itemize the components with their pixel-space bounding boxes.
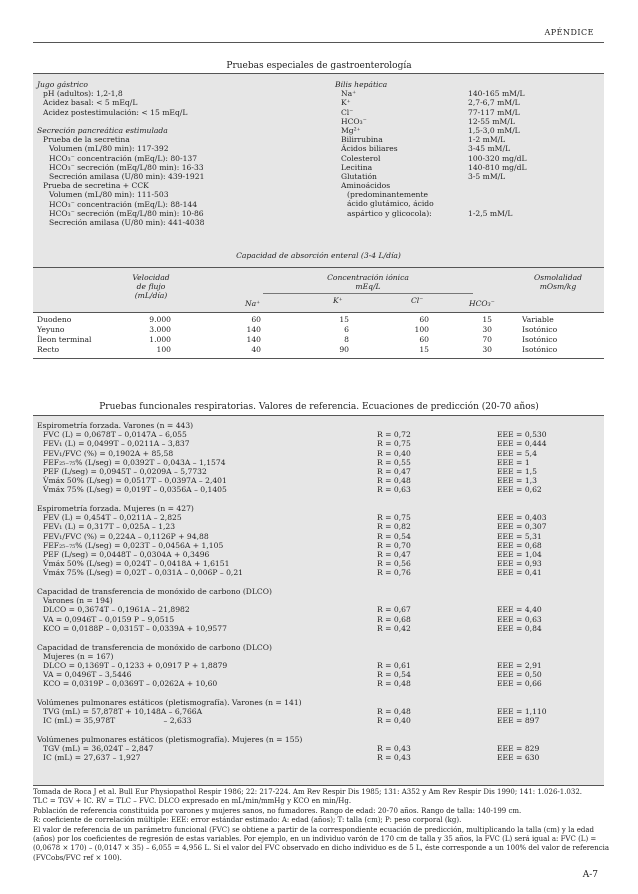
resp-row bbox=[37, 532, 597, 541]
absorption-osm: Variable bbox=[522, 315, 554, 324]
resp-equation: VA = 0,0496T – 3,5446 bbox=[43, 670, 132, 680]
gastro-line: Prueba de la secretina bbox=[43, 135, 130, 145]
bile-value: 3-45 mM/L bbox=[468, 144, 511, 154]
resp-r: R = 0,72 bbox=[377, 430, 411, 440]
resp-r: R = 0,56 bbox=[377, 559, 411, 569]
resp-equation: V̇máx 50% (L/seg) = 0,024T – 0,0418A + 1,6151 bbox=[43, 559, 230, 569]
resp-r: R = 0,67 bbox=[377, 605, 411, 615]
resp-r: R = 0,48 bbox=[377, 707, 411, 717]
bile-row bbox=[335, 98, 520, 108]
resp-eee: EEE = 0,68 bbox=[497, 540, 542, 550]
gastro-line: Volumen (mL/80 min): 111-503 bbox=[49, 190, 169, 200]
resp-row bbox=[37, 615, 597, 624]
resp-r: R = 0,48 bbox=[377, 476, 411, 486]
resp-equation: FEV₁/FVC (%) = 0,224A – 0,1126P + 94,88 bbox=[43, 531, 209, 541]
gastro-line: HCO₃⁻ concentración (mEq/L): 80-137 bbox=[49, 153, 198, 163]
resp-group-title: Capacidad de transferencia de monóxido de carbono (DLCO) bbox=[37, 587, 272, 597]
resp-eee: EEE = 0,41 bbox=[497, 568, 542, 578]
resp-bottom-rule bbox=[33, 785, 604, 786]
resp-row bbox=[37, 513, 597, 522]
absorption-na: 140 bbox=[246, 325, 261, 334]
gastro-line: Acidez postestimulación: < 15 mEq/L bbox=[43, 107, 188, 117]
bile-row bbox=[335, 107, 520, 117]
resp-row bbox=[37, 550, 597, 559]
bile-name: HCO₃⁻ bbox=[341, 116, 367, 126]
absorption-osm: Isotónico bbox=[522, 325, 558, 334]
bile-row bbox=[335, 116, 515, 126]
resp-equation: DLCO = 0,1369T – 0,1233 + 0,0917 P + 1,8879 bbox=[43, 660, 228, 670]
absorption-segment: Duodeno bbox=[37, 315, 72, 324]
resp-equation: IC (mL) = 27,637 – 1,927 bbox=[43, 753, 141, 763]
resp-group bbox=[37, 698, 597, 726]
gastro-line: Secreción pancreática estimulada bbox=[37, 126, 168, 135]
resp-group-subtitle: Varones (n = 194) bbox=[43, 596, 113, 606]
resp-r: R = 0,54 bbox=[377, 670, 411, 680]
header-mosm: mOsm/kg bbox=[539, 282, 577, 291]
absorption-header-rule bbox=[33, 312, 604, 313]
absorption-cl: 15 bbox=[419, 345, 429, 354]
absorption-flow: 9.000 bbox=[149, 315, 171, 324]
bile-row bbox=[335, 153, 527, 163]
resp-row bbox=[37, 753, 597, 762]
bile-name: K⁺ bbox=[341, 98, 351, 108]
resp-equation: FEV (L) = 0,454T – 0,0211A – 2,825 bbox=[43, 513, 182, 523]
resp-equation: FEV₁/FVC (%) = 0,1902A + 85,58 bbox=[43, 448, 174, 458]
section-header: APÉNDICE bbox=[544, 28, 594, 37]
resp-r: R = 0,54 bbox=[377, 531, 411, 541]
bile-name: (predominantemente bbox=[347, 190, 428, 200]
absorption-hco3: 30 bbox=[482, 325, 492, 334]
absorption-title: Capacidad de absorción enteral (3-4 L/día) bbox=[236, 251, 401, 260]
resp-row bbox=[37, 522, 597, 531]
bile-row bbox=[335, 199, 434, 209]
bile-row bbox=[335, 135, 506, 145]
resp-equation: TGV (mL) = 36,024T – 2,847 bbox=[43, 744, 154, 754]
resp-eee: EEE = 0,62 bbox=[497, 485, 542, 495]
header-hco3: HCO₃⁻ bbox=[469, 299, 495, 308]
bile-value: 1-2 mM/L bbox=[468, 135, 506, 145]
resp-row bbox=[37, 485, 597, 494]
resp-eee: EEE = 897 bbox=[497, 716, 540, 726]
absorption-flow: 1.000 bbox=[149, 335, 171, 344]
resp-group-title: Volúmenes pulmonares estáticos (pletismografía). Mujeres (n = 155) bbox=[37, 735, 303, 745]
bile-value: 2,7-6,7 mM/L bbox=[468, 98, 520, 108]
resp-row bbox=[37, 568, 597, 577]
absorption-hco3: 15 bbox=[482, 315, 492, 324]
resp-row bbox=[37, 679, 597, 688]
gastro-box bbox=[33, 74, 604, 267]
gastro-line: HCO₃⁻ secreción (mEq/L/80 min): 10-86 bbox=[49, 208, 204, 218]
resp-r: R = 0,55 bbox=[377, 457, 411, 467]
resp-row bbox=[37, 624, 597, 633]
header-rule bbox=[33, 42, 604, 43]
resp-group-title: Volúmenes pulmonares estáticos (pletismografía). Varones (n = 141) bbox=[37, 697, 302, 707]
gastro-line: Secreción amilasa (U/80 min): 441-4038 bbox=[49, 218, 205, 228]
absorption-segment: Yeyuno bbox=[37, 325, 65, 334]
footer-line: Tomada de Roca J et al. Bull Eur Physiopathol Respir 1986; 22: 217-224. Am Rev Respir Dis 1985; 131: A352 y Am Rev Respir Dis 1990; 141: 1.026-1.032. bbox=[33, 788, 583, 796]
absorption-row bbox=[33, 335, 604, 345]
absorption-segment: Recto bbox=[37, 345, 60, 354]
resp-row bbox=[37, 605, 597, 614]
resp-r: R = 0,43 bbox=[377, 753, 411, 763]
footer-notes bbox=[33, 788, 608, 863]
bile-name: Colesterol bbox=[341, 153, 381, 163]
header-k: K⁺ bbox=[333, 296, 343, 305]
resp-group-title: Espirometría forzada. Varones (n = 443) bbox=[37, 421, 194, 430]
header-meq: mEq/L bbox=[355, 282, 381, 291]
resp-row bbox=[37, 661, 597, 670]
resp-r: R = 0,82 bbox=[377, 522, 411, 532]
bile-name: aspártico y glicocola): bbox=[347, 208, 432, 218]
gastro-line: HCO₃⁻ secreción (mEq/L/80 min): 16-33 bbox=[49, 162, 204, 172]
header-concentracion: Concentración iónica bbox=[327, 273, 409, 282]
resp-r: R = 0,48 bbox=[377, 679, 411, 689]
resp-box bbox=[33, 416, 604, 785]
absorption-k: 90 bbox=[339, 345, 349, 354]
bile-row bbox=[335, 89, 525, 99]
absorption-flow: 3.000 bbox=[149, 325, 171, 334]
resp-equation: FEV₁ (L) = 0,0499T – 0,0211A – 3,837 bbox=[43, 439, 190, 449]
resp-group-subtitle: Mujeres (n = 167) bbox=[43, 651, 114, 661]
absorption-row bbox=[33, 315, 604, 325]
header-osmolalidad: Osmolalidad bbox=[534, 273, 582, 282]
resp-eee: EEE = 0,50 bbox=[497, 670, 542, 680]
footer-line: (0,0678 × 170) – (0,0147 × 35) – 6,055 = 4,956 L. Si el valor del FVC observado en dicho individuo es de 5 L, éste corresponde a un 100% del valor de referencia bbox=[33, 844, 610, 853]
gastro-line: Jugo gástrico bbox=[37, 80, 89, 89]
resp-eee: EEE = 0,84 bbox=[497, 623, 542, 633]
resp-groups bbox=[37, 421, 597, 763]
resp-r: R = 0,75 bbox=[377, 513, 411, 523]
resp-group-title: Capacidad de transferencia de monóxido de carbono (DLCO) bbox=[37, 642, 272, 652]
gastric-juice-column bbox=[37, 80, 204, 227]
bile-row bbox=[335, 190, 428, 200]
header-de-flujo: de flujo bbox=[136, 282, 166, 291]
bile-value: 140-165 mM/L bbox=[468, 89, 525, 99]
resp-row bbox=[37, 458, 597, 467]
bile-name: Na⁺ bbox=[341, 89, 357, 99]
gastro-line: Secreción amilasa (U/80 min): 439-1921 bbox=[49, 172, 205, 182]
bile-value: 3-5 mM/L bbox=[468, 171, 506, 181]
absorption-cl: 100 bbox=[414, 325, 429, 334]
bile-name: Aminoácidos bbox=[341, 181, 391, 191]
resp-row bbox=[37, 744, 597, 753]
resp-row bbox=[37, 430, 597, 439]
bile-name: Lecitina bbox=[341, 162, 373, 172]
bile-row bbox=[335, 125, 520, 135]
resp-eee: EEE = 0,530 bbox=[497, 430, 547, 440]
resp-r: R = 0,40 bbox=[377, 448, 411, 458]
footer-line: Población de referencia constituida por varones y mujeres sanos, no fumadores. Rango de edad: 20-70 años. Rango de talla: 140-199 cm. bbox=[33, 806, 522, 815]
resp-eee: EEE = 0,403 bbox=[497, 513, 547, 523]
resp-eee: EEE = 0,66 bbox=[497, 679, 542, 689]
bile-row bbox=[335, 144, 511, 154]
resp-r: R = 0,63 bbox=[377, 485, 411, 495]
bile-name: Ácidos biliares bbox=[341, 144, 398, 154]
bile-name: ácido glutámico, ácido bbox=[347, 199, 434, 209]
absorption-table-header bbox=[33, 268, 604, 312]
bile-value: 100-320 mg/dL bbox=[468, 153, 527, 163]
resp-eee: EEE = 0,307 bbox=[497, 522, 547, 532]
resp-equation: V̇máx 50% (L/seg) = 0,0517T – 0,0397A – 2,401 bbox=[43, 476, 227, 486]
absorption-row bbox=[33, 325, 604, 335]
bile-value: 140-810 mg/dL bbox=[468, 162, 527, 172]
header-na: Na⁺ bbox=[245, 299, 261, 308]
resp-equation: FEV₁ (L) = 0,317T – 0,025A – 1,23 bbox=[43, 522, 176, 532]
resp-group bbox=[37, 735, 597, 763]
resp-row bbox=[37, 439, 597, 448]
gastro-title: Pruebas especiales de gastroenterología bbox=[226, 61, 412, 71]
resp-eee: EEE = 5,4 bbox=[497, 448, 537, 458]
resp-group-title: Espirometría forzada. Mujeres (n = 427) bbox=[37, 504, 194, 514]
footer-line: (años) por los coeficientes de regresión de estas variables. Por ejemplo, en un individuo varón de 170 cm de talla y 35 años, la FVC (L) será igual a: FVC (L) = bbox=[33, 835, 597, 844]
page-number: A-7 bbox=[582, 870, 598, 880]
bile-name: Glutatión bbox=[341, 171, 377, 181]
resp-eee: EEE = 0,63 bbox=[497, 614, 542, 624]
resp-title: Pruebas funcionales respiratorias. Valores de referencia. Ecuaciones de predicción (20-70 años) bbox=[99, 402, 539, 412]
resp-r: R = 0,70 bbox=[377, 540, 411, 550]
resp-equation: PEF (L/seg) = 0,0945T – 0,0209A – 5,7732 bbox=[43, 466, 207, 476]
absorption-na: 60 bbox=[251, 315, 261, 324]
resp-eee: EEE = 1,04 bbox=[497, 549, 542, 559]
resp-eee: EEE = 1 bbox=[497, 457, 530, 467]
footer-line: R: coeficiente de correlación múltiple: EEE: error estándar estimado: A: edad (años); T: talla (cm); P: peso corporal (kg). bbox=[33, 816, 462, 825]
resp-equation: V̇máx 75% (L/seg) = 0,019T – 0,0356A – 0,1405 bbox=[43, 485, 227, 495]
resp-row bbox=[37, 449, 597, 458]
resp-equation: DLCO = 0,3674T – 0,1961A – 21,8982 bbox=[43, 605, 190, 615]
resp-r: R = 0,68 bbox=[377, 614, 411, 624]
resp-r: R = 0,42 bbox=[377, 623, 411, 633]
resp-r: R = 0,75 bbox=[377, 439, 411, 449]
resp-equation: VA = 0,0946T – 0,0159 P – 9,0515 bbox=[43, 614, 175, 624]
absorption-k: 15 bbox=[339, 315, 349, 324]
header-cl: Cl⁻ bbox=[411, 296, 424, 305]
resp-eee: EEE = 2,91 bbox=[497, 660, 542, 670]
resp-equation: V̇máx 75% (L/seg) = 0,02T – 0,031A – 0,006P – 0,21 bbox=[43, 568, 243, 578]
resp-equation: KCO = 0,0188P – 0,0315T – 0,0339A + 10,9577 bbox=[43, 623, 227, 633]
resp-row bbox=[37, 716, 597, 725]
absorption-na: 140 bbox=[246, 335, 261, 344]
resp-r: R = 0,76 bbox=[377, 568, 411, 578]
bile-value: 1,5-3,0 mM/L bbox=[468, 125, 520, 135]
bile-row bbox=[335, 181, 391, 191]
resp-group bbox=[37, 587, 597, 633]
resp-r: R = 0,47 bbox=[377, 466, 411, 476]
resp-eee: EEE = 1,110 bbox=[497, 707, 547, 717]
resp-row bbox=[37, 476, 597, 485]
absorption-flow: 100 bbox=[156, 345, 171, 354]
resp-equation: FVC (L) = 0,0678T – 0,0147A – 6,055 bbox=[43, 430, 187, 440]
footer-line: TLC = TGV + IC. RV = TLC – FVC. DLCO expresado en mL/min/mmHg y KCO en min/Hg. bbox=[33, 797, 352, 806]
absorption-row bbox=[33, 345, 604, 355]
bile-name: Bilirrubina bbox=[341, 135, 383, 145]
resp-equation: KCO = 0,0319P – 0,0369T – 0,0262A + 10,60 bbox=[43, 679, 218, 689]
bile-value: 77-117 mM/L bbox=[468, 107, 520, 117]
bile-name: Cl⁻ bbox=[341, 107, 354, 117]
gastro-line bbox=[37, 117, 204, 126]
resp-eee: EEE = 829 bbox=[497, 744, 540, 754]
resp-eee: EEE = 1,5 bbox=[497, 466, 537, 476]
resp-eee: EEE = 630 bbox=[497, 753, 540, 763]
resp-r: R = 0,40 bbox=[377, 716, 411, 726]
gastro-line: Acidez basal: < 5 mEq/L bbox=[43, 98, 138, 108]
resp-group bbox=[37, 643, 597, 689]
gastro-line: HCO₃⁻ concentración (mEq/L): 88-144 bbox=[49, 199, 198, 209]
absorption-cl: 60 bbox=[419, 315, 429, 324]
bile-row bbox=[335, 162, 527, 172]
resp-row bbox=[37, 541, 597, 550]
resp-equation: TVG (mL) = 57,878T + 10,148A – 6,766A bbox=[43, 707, 203, 717]
bile-name: Mg²⁺ bbox=[341, 125, 361, 135]
resp-equation: PEF (L/seg) = 0,0448T – 0,0304A + 0,3496 bbox=[43, 549, 210, 559]
resp-equation: IC (mL) = 35,978T – 2,633 bbox=[43, 716, 192, 726]
header-velocidad: Velocidad bbox=[132, 273, 170, 282]
resp-eee: EEE = 4,40 bbox=[497, 605, 542, 615]
resp-r: R = 0,47 bbox=[377, 549, 411, 559]
resp-equation: FEF₂₅₋₇₅% (L/seg) = 0,023T – 0,0456A + 1,105 bbox=[43, 540, 224, 550]
resp-row bbox=[37, 707, 597, 716]
bile-column bbox=[335, 80, 527, 218]
absorption-hco3: 70 bbox=[482, 335, 492, 344]
resp-row bbox=[37, 670, 597, 679]
resp-eee: EEE = 1,3 bbox=[497, 476, 537, 486]
bile-value: 1-2,5 mM/L bbox=[468, 208, 513, 218]
resp-eee: EEE = 0,444 bbox=[497, 439, 547, 449]
footer-line: El valor de referencia de un parámetro funcional (FVC) se obtiene a partir de la correspondiente ecuación de predicción, multiplicando la talla (cm) y la edad bbox=[33, 825, 595, 834]
resp-eee: EEE = 5,31 bbox=[497, 531, 542, 541]
absorption-na: 40 bbox=[251, 345, 261, 354]
absorption-osm: Isotónico bbox=[522, 345, 558, 354]
bile-row bbox=[335, 208, 513, 218]
resp-group bbox=[37, 504, 597, 578]
bile-value: 12-55 mM/L bbox=[468, 116, 515, 126]
bile-title: Bilis hepática bbox=[335, 80, 388, 89]
resp-r: R = 0,43 bbox=[377, 744, 411, 754]
header-ml-dia: (mL/día) bbox=[134, 291, 168, 300]
absorption-bottom-rule bbox=[33, 358, 604, 359]
bile-row bbox=[335, 171, 506, 181]
gastro-line: pH (adultos): 1,2-1,8 bbox=[43, 89, 123, 99]
absorption-k: 6 bbox=[344, 325, 349, 334]
resp-equation: FEF₂₅₋₇₅% (L/seg) = 0,0392T – 0,043A – 1,1574 bbox=[43, 457, 226, 467]
absorption-osm: Isotónico bbox=[522, 335, 558, 344]
header-divider bbox=[263, 293, 473, 294]
resp-row bbox=[37, 559, 597, 568]
resp-row bbox=[37, 467, 597, 476]
footer-line: (FVCobs/FVC ref × 100). bbox=[33, 853, 122, 862]
absorption-k: 8 bbox=[344, 335, 349, 344]
absorption-segment: Íleon terminal bbox=[37, 335, 92, 344]
resp-group bbox=[37, 421, 597, 495]
resp-r: R = 0,61 bbox=[377, 660, 411, 670]
gastro-line: Prueba de secretina + CCK bbox=[43, 181, 149, 191]
resp-eee: EEE = 0,93 bbox=[497, 559, 542, 569]
absorption-hco3: 30 bbox=[482, 345, 492, 354]
absorption-cl: 60 bbox=[419, 335, 429, 344]
gastro-line: Volumen (mL/80 min): 117-392 bbox=[49, 144, 169, 154]
